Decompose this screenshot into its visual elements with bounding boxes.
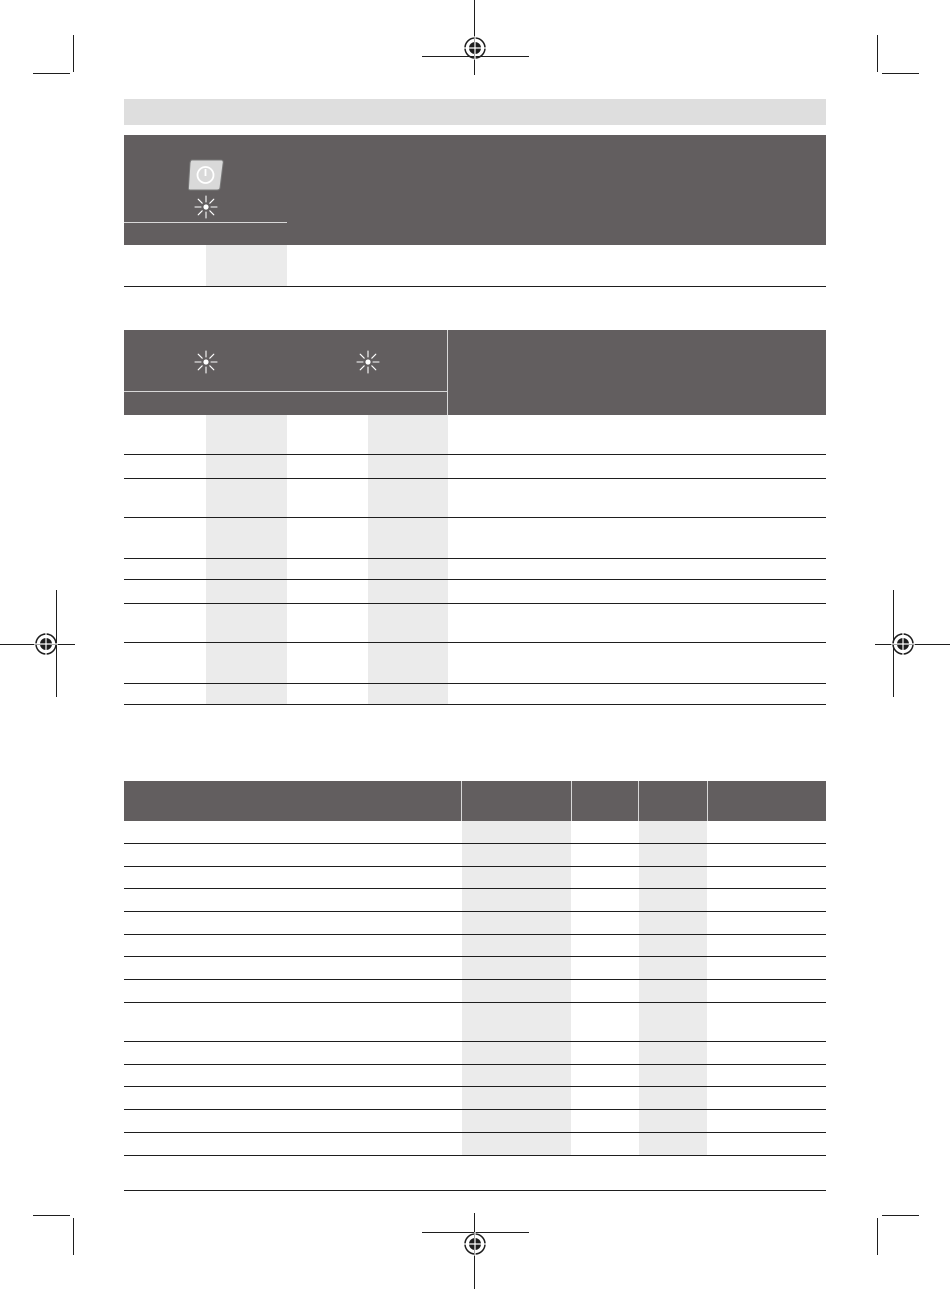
table-row <box>124 478 826 479</box>
power-button-icon <box>187 158 225 192</box>
table-2-header <box>124 330 826 415</box>
header-divider <box>124 391 448 392</box>
table-row <box>124 956 826 957</box>
led-blink-icon <box>356 350 380 374</box>
table-row <box>124 1064 826 1065</box>
table-row <box>124 888 826 889</box>
table-row <box>124 286 826 287</box>
title-bar <box>124 99 826 125</box>
table-row <box>124 558 826 559</box>
shaded-column <box>462 821 571 1155</box>
table-row <box>124 517 826 518</box>
registration-mark-icon <box>891 632 915 656</box>
registration-mark-icon <box>34 632 58 656</box>
header-divider-vertical <box>638 781 639 821</box>
table-row <box>124 642 826 643</box>
header-divider-vertical <box>461 781 462 821</box>
table-row <box>124 454 826 455</box>
registration-mark-icon <box>463 36 487 60</box>
table-row <box>124 603 826 604</box>
table-row <box>124 683 826 684</box>
led-blink-icon <box>194 350 218 374</box>
table-row <box>124 843 826 844</box>
table-row <box>124 1155 826 1156</box>
shaded-column <box>206 245 287 286</box>
led-blink-icon <box>194 195 218 219</box>
table-row <box>124 866 826 867</box>
shaded-column <box>206 415 287 704</box>
table-bottom-rule <box>124 704 826 705</box>
table-row <box>124 1132 826 1133</box>
table-row <box>124 1041 826 1042</box>
table-row <box>124 979 826 980</box>
table-row <box>124 579 826 580</box>
table-row <box>124 1002 826 1003</box>
table-3-header <box>124 781 826 821</box>
header-divider-vertical <box>447 330 448 415</box>
header-divider-vertical <box>571 781 572 821</box>
table-row <box>124 1109 826 1110</box>
header-divider-vertical <box>707 781 708 821</box>
header-divider <box>124 222 287 223</box>
table-1-header <box>124 135 826 245</box>
table-row <box>124 911 826 912</box>
shaded-column <box>639 821 707 1155</box>
table-row <box>124 934 826 935</box>
table-row <box>124 1086 826 1087</box>
shaded-column <box>368 415 448 704</box>
registration-mark-icon <box>463 1232 487 1256</box>
table-bottom-rule <box>124 1190 826 1191</box>
